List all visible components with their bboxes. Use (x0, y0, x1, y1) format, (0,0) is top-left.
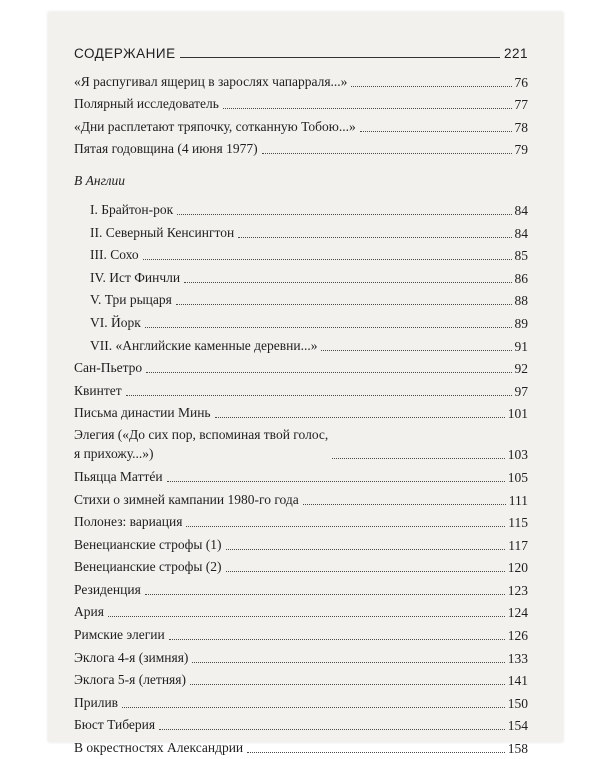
toc-entry (74, 266, 528, 289)
header-page-number: 221 (503, 46, 528, 61)
toc-entry-title: Пьяцца Маттéи (74, 468, 163, 484)
toc-entry-title: Стихи о зимней кампании 1980-го года (74, 491, 299, 507)
toc-entry-page: 150 (507, 695, 528, 711)
toc-entry-title: Письма династии Минь (74, 405, 211, 421)
toc-entry-page: 124 (507, 605, 528, 621)
dot-leader (146, 372, 511, 373)
dot-leader (167, 481, 505, 482)
dot-leader (143, 259, 512, 260)
toc-entry-title: Сан-Пьетро (74, 360, 143, 376)
dot-leader (190, 684, 505, 685)
toc-entry-page: 123 (507, 582, 528, 598)
toc-entry-page: 88 (514, 293, 528, 309)
dot-leader (176, 304, 512, 305)
toc-entry-page: 92 (514, 361, 528, 377)
dot-leader (186, 526, 505, 527)
dot-leader (177, 214, 511, 215)
toc-entry-title: Прилив (74, 694, 119, 710)
toc-entry-page: 117 (508, 537, 528, 553)
dot-leader (184, 282, 511, 283)
toc-entry-title: Ария (74, 604, 104, 620)
toc-entry (74, 465, 528, 488)
toc-entry (74, 379, 528, 402)
toc-entry (74, 646, 528, 669)
dot-leader (226, 549, 506, 550)
toc-entry-title: V. Три рыцаря (90, 292, 172, 308)
toc-entry-page: 158 (507, 741, 528, 757)
toc-entry (74, 736, 528, 759)
dot-leader (215, 417, 505, 418)
toc-entry-title: «Я распугивал ящериц в зарослях чапарраля...» (74, 73, 348, 89)
toc-entry (74, 601, 528, 624)
toc-entry (74, 424, 528, 465)
toc-entry-page: 97 (514, 383, 528, 399)
toc-entry (74, 402, 528, 425)
toc-entry (74, 578, 528, 601)
dot-leader (303, 504, 506, 505)
toc-entry-title: VII. «Английские каменные деревни...» (90, 337, 318, 353)
dot-leader (108, 616, 505, 617)
toc-entry-page: 103 (507, 447, 528, 463)
toc-entry-page: 91 (514, 338, 528, 354)
dot-leader (247, 752, 505, 753)
toc-entry (74, 244, 528, 267)
toc-entry (74, 221, 528, 244)
dot-leader (122, 707, 505, 708)
table-of-contents (74, 70, 528, 759)
toc-entry-title: Резиденция (74, 581, 141, 597)
toc-entry (74, 533, 528, 556)
running-header (74, 46, 528, 61)
toc-entry-page: 141 (507, 673, 528, 689)
dot-leader (159, 729, 505, 730)
dot-leader (262, 153, 512, 154)
dot-leader (321, 350, 511, 351)
toc-entry (74, 311, 528, 334)
toc-entry (74, 691, 528, 714)
header-title: СОДЕРЖАНИЕ (74, 46, 176, 61)
toc-entry-page: 111 (508, 492, 528, 508)
toc-entry-title: Венецианские строфы (2) (74, 559, 222, 575)
toc-entry-page: 89 (514, 315, 528, 331)
toc-entry-title: Венецианские строфы (1) (74, 536, 222, 552)
dot-leader (223, 108, 512, 109)
toc-entry-page: 76 (514, 74, 528, 90)
toc-entry-page: 84 (514, 202, 528, 218)
toc-entry-page: 78 (514, 119, 528, 135)
toc-entry-page: 133 (507, 650, 528, 666)
toc-entry-title: Бюст Тиберия (74, 717, 156, 733)
toc-entry (74, 115, 528, 138)
toc-entry-page: 101 (507, 406, 528, 422)
toc-entry (74, 70, 528, 93)
dot-leader (145, 327, 512, 328)
toc-entry-title: Эклога 5-я (летняя) (74, 672, 186, 688)
dot-leader (169, 639, 505, 640)
toc-entry-title: Эклога 4-я (зимняя) (74, 649, 189, 665)
dot-leader (226, 571, 505, 572)
toc-entry-page: 86 (514, 270, 528, 286)
toc-section-heading: В Англии (74, 173, 126, 189)
toc-entry (74, 198, 528, 221)
toc-entry (74, 669, 528, 692)
toc-entry-page: 154 (507, 718, 528, 734)
toc-entry-page: 77 (514, 97, 528, 113)
toc-entry-title: Элегия («До сих пор, вспоминая твой голос, я прихожу...») (74, 427, 329, 462)
toc-entry-title: Квинтет (74, 382, 122, 398)
toc-entry-title: I. Брайтон-рок (90, 201, 174, 217)
toc-entry-title: Пятая годовщина (4 июня 1977) (74, 141, 258, 157)
toc-entry-page: 84 (514, 225, 528, 241)
toc-entry-title: Полярный исследователь (74, 96, 219, 112)
toc-entry-page: 85 (514, 248, 528, 264)
toc-entry-title: IV. Ист Финчли (90, 269, 181, 285)
toc-entry-page: 115 (508, 515, 528, 531)
dot-leader (238, 237, 511, 238)
toc-entry-page: 126 (507, 628, 528, 644)
toc-entry-page: 79 (514, 142, 528, 158)
toc-entry-page: 105 (507, 469, 528, 485)
toc-entry (74, 334, 528, 357)
dot-leader (145, 594, 505, 595)
toc-entry-title: VI. Йорк (90, 314, 141, 330)
toc-entry (74, 93, 528, 116)
toc-entry (74, 488, 528, 511)
dot-leader (351, 86, 511, 87)
toc-entry (74, 289, 528, 312)
dot-leader (332, 458, 504, 459)
toc-entry-title: Полонез: вариация (74, 514, 183, 530)
dot-leader (192, 662, 504, 663)
toc-entry-title: «Дни расплетают тряпочку, сотканную Тобою...» (74, 118, 356, 134)
header-rule (180, 57, 500, 58)
toc-entry-title: В окрестностях Александрии (74, 740, 244, 756)
toc-entry (74, 357, 528, 380)
dot-leader (360, 131, 512, 132)
toc-entry-page: 120 (507, 560, 528, 576)
toc-entry (74, 623, 528, 646)
toc-entry (74, 511, 528, 534)
toc-entry-title: III. Сохо (90, 247, 139, 263)
dot-leader (126, 395, 512, 396)
toc-entry (74, 138, 528, 161)
toc-entry (74, 556, 528, 579)
toc-entry (74, 714, 528, 737)
toc-entry-title: Римские элегии (74, 627, 165, 643)
toc-entry-title: II. Северный Кенсингтон (90, 224, 235, 240)
